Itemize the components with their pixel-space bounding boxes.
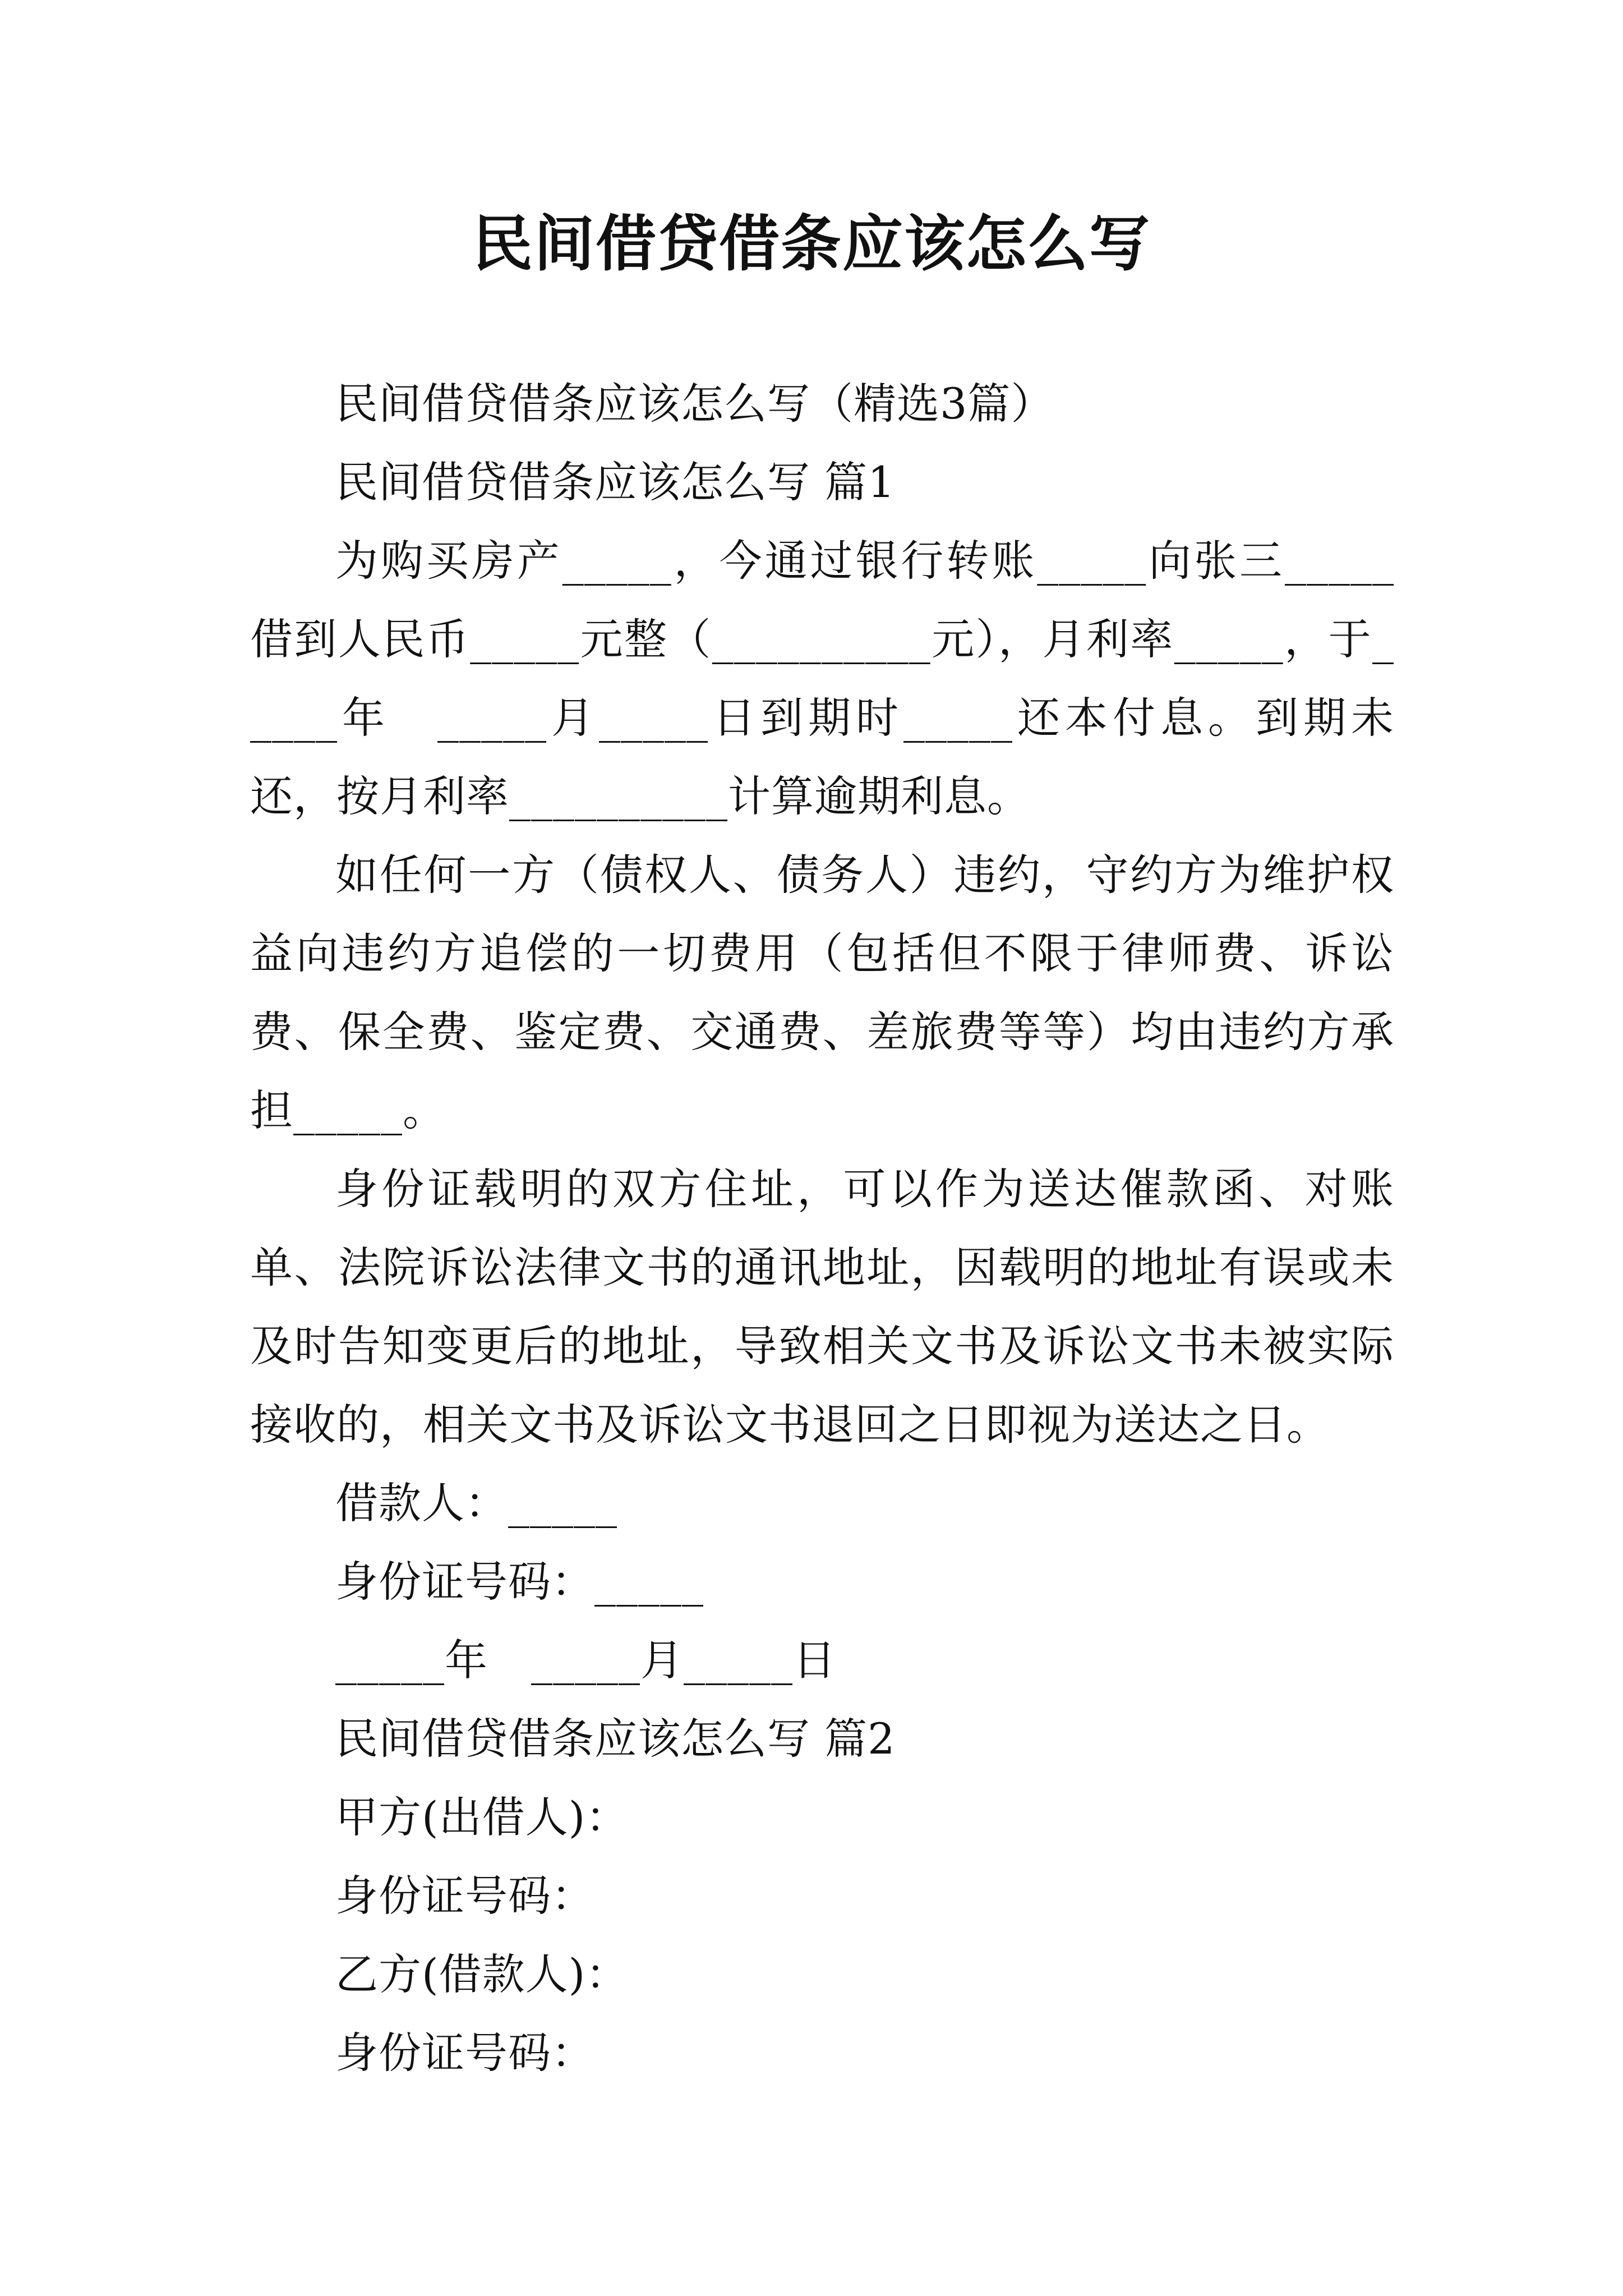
paragraph-section-2-heading: 民间借贷借条应该怎么写 篇2 bbox=[335, 1714, 896, 1764]
paragraph-party-a-id: 身份证号码： bbox=[335, 1871, 594, 1921]
paragraph-party-b-id: 身份证号码： bbox=[335, 2028, 594, 2078]
paragraph-address-clause: 身份证载明的双方住址，可以作为送达催款函、对账单、法院诉讼法律文书的通讯地址，因载明的地址有误或未及时告知变更后的地址，导致相关文书及诉讼文书未被实际接收的，相关文书及诉讼文书退回之日即视为送达之日。 bbox=[250, 1164, 1394, 1450]
paragraph-loan-terms: 为购买房产_____，今通过银行转账_____向张三_____借到人民币_____元整（__________元），月利率_____，于_____年 _____月_____日到期时_____还本付息。到期未还，按月利率__________计算逾期利息。 bbox=[250, 536, 1394, 821]
document-title: 民间借贷借条应该怎么写 bbox=[472, 209, 1151, 279]
paragraph-collection-heading: 民间借贷借条应该怎么写（精选3篇） bbox=[335, 379, 1054, 429]
paragraph-party-a: 甲方(出借人)： bbox=[335, 1792, 629, 1842]
document-body bbox=[250, 365, 1394, 2092]
paragraph-party-b: 乙方(借款人)： bbox=[335, 1949, 629, 1999]
paragraph-breach-clause: 如任何一方（债权人、债务人）违约，守约方为维护权益向违约方追偿的一切费用（包括但不限于律师费、诉讼费、保全费、鉴定费、交通费、差旅费等等）均由违约方承担_____。 bbox=[250, 850, 1394, 1135]
paragraph-id-number: 身份证号码：_____ bbox=[335, 1557, 704, 1607]
paragraph-borrower: 借款人：_____ bbox=[335, 1478, 617, 1528]
paragraph-section-1-heading: 民间借贷借条应该怎么写 篇1 bbox=[335, 457, 896, 507]
paragraph-date: _____年 _____月_____日 bbox=[335, 1635, 836, 1685]
